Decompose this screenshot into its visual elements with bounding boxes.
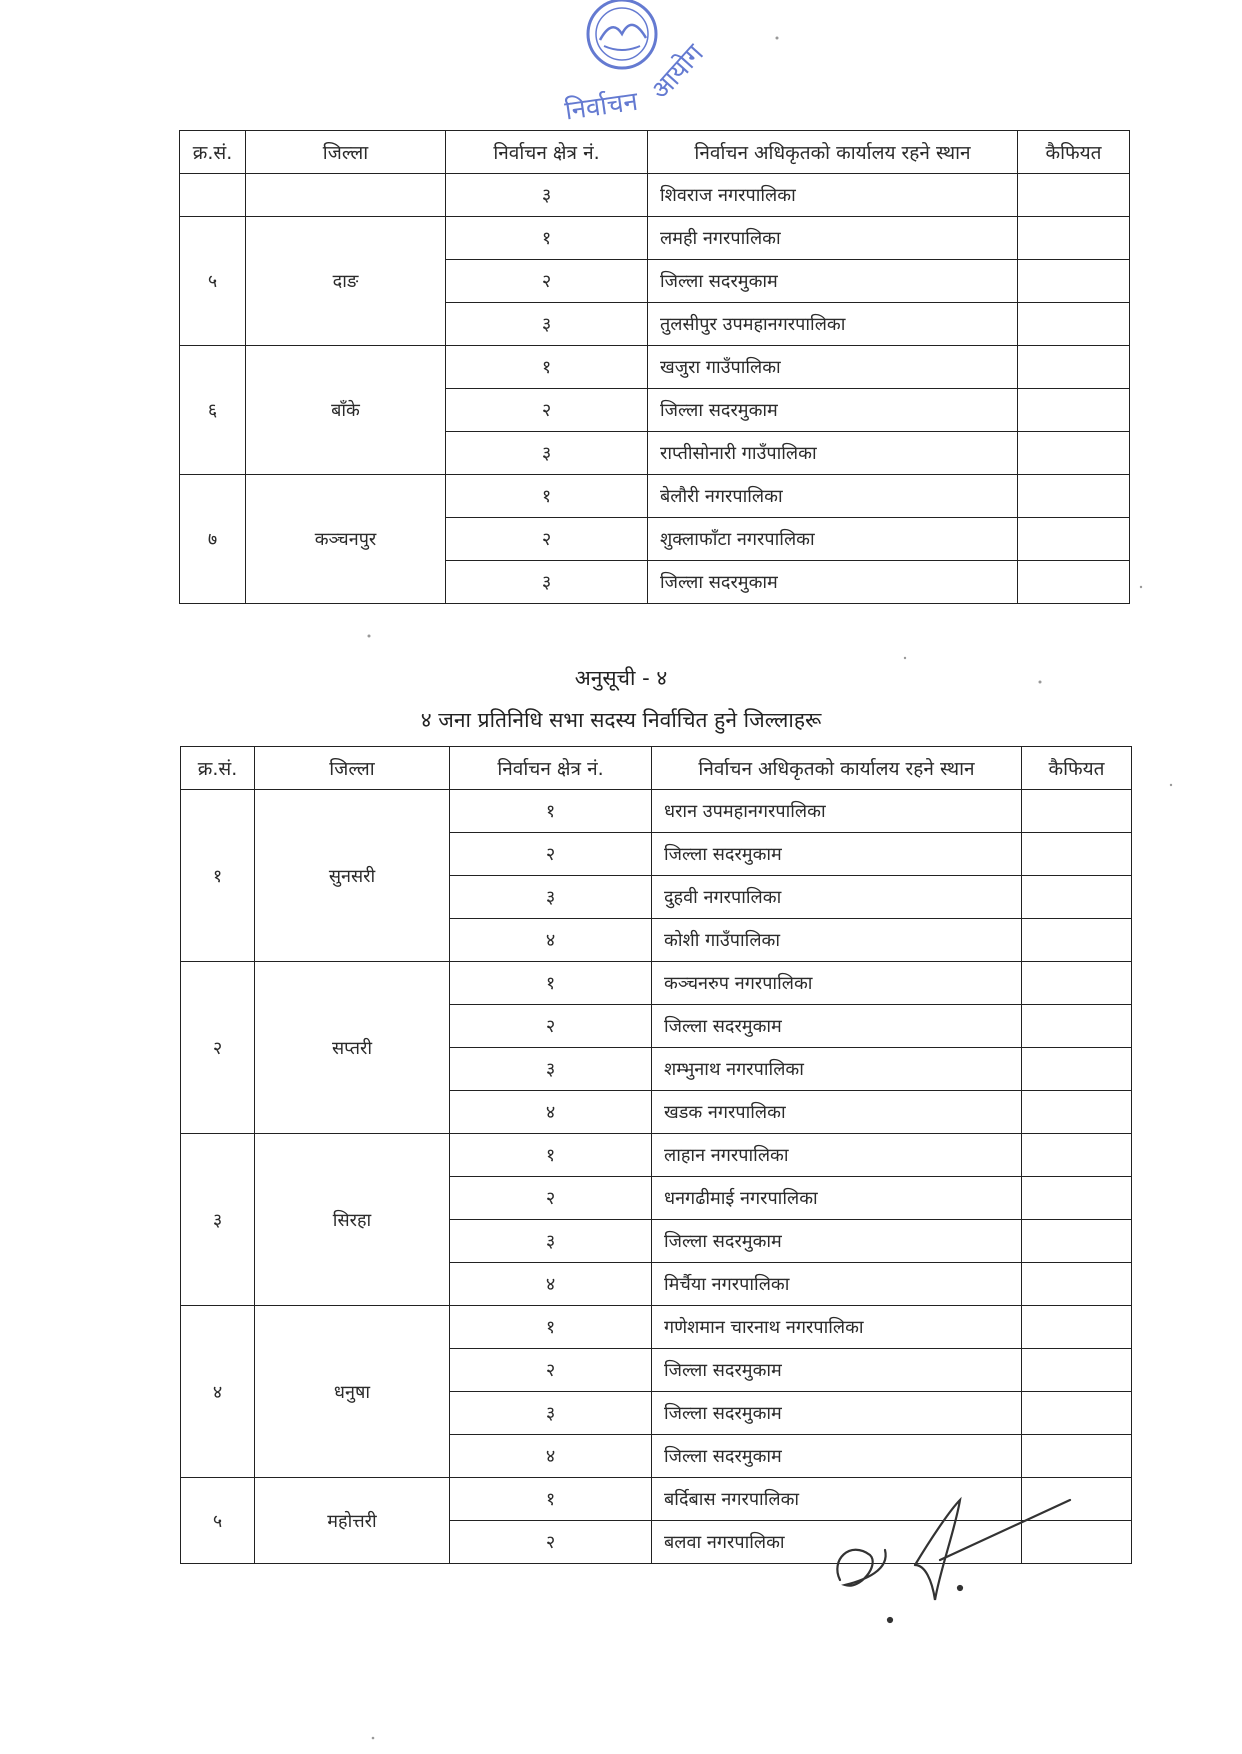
cell-constituency-no: ४: [450, 1263, 652, 1306]
cell-office-location: जिल्ला सदरमुकाम: [652, 1220, 1022, 1263]
cell-office-location: शम्भुनाथ नगरपालिका: [652, 1048, 1022, 1091]
cell-district: कञ्चनपुर: [246, 475, 446, 604]
cell-remarks: [1022, 1220, 1132, 1263]
cell-remarks: [1018, 518, 1130, 561]
cell-office-location: धनगढीमाई नगरपालिका: [652, 1177, 1022, 1220]
cell-remarks: [1022, 919, 1132, 962]
constituency-table-continued: [179, 130, 1130, 604]
cell-office-location: बर्दिबास नगरपालिका: [652, 1478, 1022, 1521]
header-district: जिल्ला: [255, 747, 450, 790]
cell-remarks: [1022, 1349, 1132, 1392]
cell-sn: ५: [180, 217, 246, 346]
cell-remarks: [1018, 346, 1130, 389]
cell-constituency-no: २: [450, 1349, 652, 1392]
cell-remarks: [1018, 174, 1130, 217]
header-district: जिल्ला: [246, 131, 446, 174]
cell-constituency-no: ३: [450, 1392, 652, 1435]
cell-constituency-no: २: [450, 1177, 652, 1220]
cell-constituency-no: १: [450, 790, 652, 833]
cell-sn: ३: [181, 1134, 255, 1306]
cell-district: बाँके: [246, 346, 446, 475]
cell-constituency-no: १: [450, 962, 652, 1005]
cell-constituency-no: २: [450, 833, 652, 876]
cell-constituency-no: १: [446, 217, 648, 260]
cell-constituency-no: ३: [446, 303, 648, 346]
table-header-row: [180, 131, 1130, 174]
cell-remarks: [1022, 1306, 1132, 1349]
header-constituency-no: निर्वाचन क्षेत्र नं.: [450, 747, 652, 790]
table-row: [181, 790, 1132, 833]
cell-remarks: [1022, 1263, 1132, 1306]
header-office-location: निर्वाचन अधिकृतको कार्यालय रहने स्थान: [648, 131, 1018, 174]
cell-office-location: गणेशमान चारनाथ नगरपालिका: [652, 1306, 1022, 1349]
cell-remarks: [1022, 1091, 1132, 1134]
cell-remarks: [1018, 561, 1130, 604]
cell-remarks: [1022, 1048, 1132, 1091]
cell-office-location: जिल्ला सदरमुकाम: [652, 1349, 1022, 1392]
cell-constituency-no: ४: [450, 1091, 652, 1134]
cell-constituency-no: ३: [446, 174, 648, 217]
cell-remarks: [1018, 217, 1130, 260]
cell-sn: [180, 174, 246, 217]
cell-sn: ४: [181, 1306, 255, 1478]
cell-constituency-no: ३: [446, 561, 648, 604]
table-header-row: [181, 747, 1132, 790]
cell-remarks: [1022, 876, 1132, 919]
cell-constituency-no: ४: [450, 919, 652, 962]
cell-sn: ५: [181, 1478, 255, 1564]
cell-remarks: [1018, 389, 1130, 432]
cell-sn: ७: [180, 475, 246, 604]
cell-remarks: [1022, 833, 1132, 876]
header-remarks: कैफियत: [1022, 747, 1132, 790]
cell-sn: २: [181, 962, 255, 1134]
header-sn: क्र.सं.: [181, 747, 255, 790]
cell-office-location: शिवराज नगरपालिका: [648, 174, 1018, 217]
cell-sn: ६: [180, 346, 246, 475]
cell-remarks: [1018, 303, 1130, 346]
svg-text:आयोग: आयोग: [645, 38, 710, 106]
cell-office-location: राप्तीसोनारी गाउँपालिका: [648, 432, 1018, 475]
cell-office-location: लमही नगरपालिका: [648, 217, 1018, 260]
cell-district: धनुषा: [255, 1306, 450, 1478]
cell-remarks: [1018, 432, 1130, 475]
cell-office-location: दुहवी नगरपालिका: [652, 876, 1022, 919]
cell-office-location: जिल्ला सदरमुकाम: [652, 833, 1022, 876]
svg-text:निर्वाचन: निर्वाचन: [563, 86, 640, 127]
cell-constituency-no: २: [450, 1005, 652, 1048]
cell-constituency-no: २: [450, 1521, 652, 1564]
table-row: [181, 1306, 1132, 1349]
cell-office-location: जिल्ला सदरमुकाम: [648, 389, 1018, 432]
cell-constituency-no: ३: [446, 432, 648, 475]
table-row: [180, 217, 1130, 260]
table-row: [181, 962, 1132, 1005]
cell-office-location: खजुरा गाउँपालिका: [648, 346, 1018, 389]
cell-remarks: [1022, 1392, 1132, 1435]
cell-office-location: खडक नगरपालिका: [652, 1091, 1022, 1134]
cell-remarks: [1022, 1134, 1132, 1177]
header-office-location: निर्वाचन अधिकृतको कार्यालय रहने स्थान: [652, 747, 1022, 790]
cell-remarks: [1022, 1005, 1132, 1048]
cell-office-location: शुक्लाफाँटा नगरपालिका: [648, 518, 1018, 561]
cell-district: महोत्तरी: [255, 1478, 450, 1564]
cell-office-location: बलवा नगरपालिका: [652, 1521, 1022, 1564]
schedule-subtitle: ४ जना प्रतिनिधि सभा सदस्य निर्वाचित हुने जिल्लाहरू: [420, 708, 822, 732]
schedule-title: अनुसूची - ४: [574, 666, 668, 690]
cell-constituency-no: ३: [450, 876, 652, 919]
cell-district: सुनसरी: [255, 790, 450, 962]
cell-district: सिरहा: [255, 1134, 450, 1306]
cell-constituency-no: १: [450, 1478, 652, 1521]
cell-office-location: बेलौरी नगरपालिका: [648, 475, 1018, 518]
cell-office-location: कोशी गाउँपालिका: [652, 919, 1022, 962]
cell-office-location: जिल्ला सदरमुकाम: [652, 1435, 1022, 1478]
cell-remarks: [1022, 790, 1132, 833]
cell-constituency-no: २: [446, 260, 648, 303]
cell-constituency-no: ३: [450, 1220, 652, 1263]
cell-remarks: [1022, 1435, 1132, 1478]
cell-remarks: [1018, 475, 1130, 518]
cell-district: [246, 174, 446, 217]
cell-office-location: तुलसीपुर उपमहानगरपालिका: [648, 303, 1018, 346]
cell-constituency-no: २: [446, 518, 648, 561]
cell-office-location: जिल्ला सदरमुकाम: [648, 561, 1018, 604]
cell-office-location: लाहान नगरपालिका: [652, 1134, 1022, 1177]
cell-constituency-no: २: [446, 389, 648, 432]
cell-constituency-no: १: [450, 1306, 652, 1349]
table-row: [180, 346, 1130, 389]
header-sn: क्र.सं.: [180, 131, 246, 174]
cell-sn: १: [181, 790, 255, 962]
cell-office-location: जिल्ला सदरमुकाम: [648, 260, 1018, 303]
cell-remarks: [1022, 1177, 1132, 1220]
cell-constituency-no: ४: [450, 1435, 652, 1478]
cell-office-location: कञ्चनरुप नगरपालिका: [652, 962, 1022, 1005]
cell-office-location: मिर्चैया नगरपालिका: [652, 1263, 1022, 1306]
cell-district: दाङ: [246, 217, 446, 346]
cell-office-location: जिल्ला सदरमुकाम: [652, 1005, 1022, 1048]
election-commission-seal: [560, 0, 710, 128]
cell-office-location: जिल्ला सदरमुकाम: [652, 1392, 1022, 1435]
header-constituency-no: निर्वाचन क्षेत्र नं.: [446, 131, 648, 174]
table-row: [180, 475, 1130, 518]
cell-constituency-no: ३: [450, 1048, 652, 1091]
cell-constituency-no: १: [446, 475, 648, 518]
handwritten-signature: [820, 1480, 1100, 1630]
cell-district: सप्तरी: [255, 962, 450, 1134]
cell-constituency-no: १: [450, 1134, 652, 1177]
cell-remarks: [1018, 260, 1130, 303]
cell-office-location: धरान उपमहानगरपालिका: [652, 790, 1022, 833]
header-remarks: कैफियत: [1018, 131, 1130, 174]
table-row: [181, 1134, 1132, 1177]
cell-remarks: [1022, 962, 1132, 1005]
table-row: [180, 174, 1130, 217]
constituency-table-schedule-4: [180, 746, 1132, 1564]
cell-constituency-no: १: [446, 346, 648, 389]
